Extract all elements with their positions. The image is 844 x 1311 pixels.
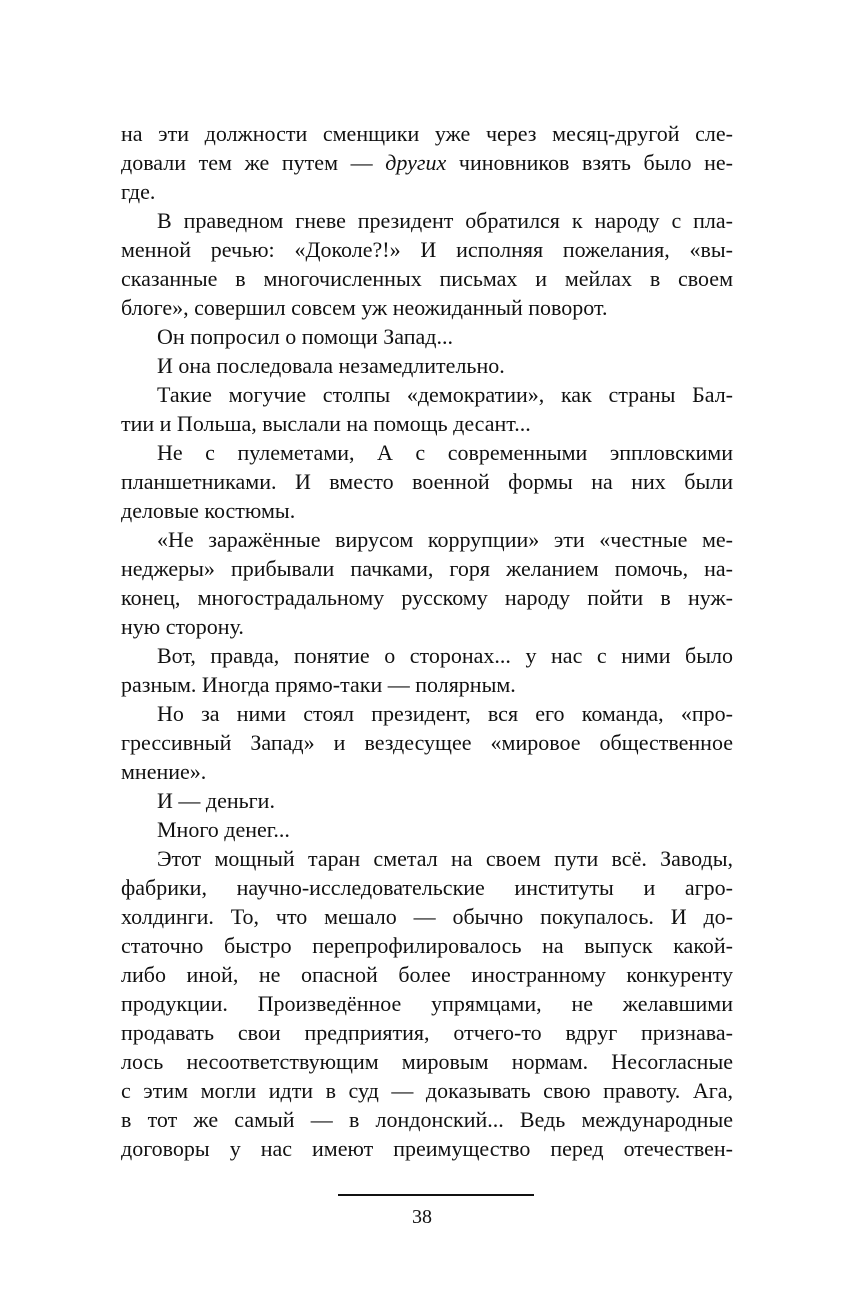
text-line: сказанные в многочисленных письмах и мейлах в своем	[121, 266, 733, 291]
text-line: И она последовала незамедлительно.	[157, 353, 505, 378]
text-line: холдинги. То, что мешало — обычно покупалось. И до-	[121, 904, 733, 929]
text-line: В праведном гневе президент обратился к народу с пла-	[157, 208, 733, 233]
text-line: Не с пулеметами, А с современными эппловскими	[157, 440, 733, 465]
text-line: планшетниками. И вместо военной формы на них были	[121, 469, 733, 494]
text-line: лось несоответствующим мировым нормам. Несогласные	[121, 1049, 733, 1074]
text-line: грессивный Запад» и вездесущее «мировое общественное	[121, 730, 733, 755]
text-line: деловые костюмы.	[121, 498, 296, 523]
text-line: разным. Иногда прямо-таки — полярным.	[121, 672, 516, 697]
text-line: в тот же самый — в лондонский... Ведь международные	[121, 1107, 733, 1132]
text-line: тии и Польша, выслали на помощь десант...	[121, 411, 531, 436]
text-line: менной речью: «Доколе?!» И исполняя пожелания, «вы-	[121, 237, 733, 262]
text-line: либо иной, не опасной более иностранному конкуренту	[121, 962, 733, 987]
text-line: Вот, правда, понятие о сторонах... у нас с ними было	[157, 643, 733, 668]
text-line: фабрики, научно-исследовательские институты и агро-	[121, 875, 733, 900]
text-line: Этот мощный таран сметал на своем пути всё. Заводы,	[157, 846, 733, 871]
text-line: на эти должности сменщики уже через месяц-другой сле-	[121, 121, 733, 146]
text-line: где.	[121, 179, 156, 204]
text-segment: довали тем же путем —	[121, 150, 386, 175]
text-line: договоры у нас имеют преимущество перед отечествен-	[121, 1136, 733, 1161]
text-line: с этим могли идти в суд — доказывать свою правоту. Ага,	[121, 1078, 733, 1103]
page-number: 38	[412, 1206, 432, 1228]
text-line: мнение».	[121, 759, 207, 784]
text-line: продавать свои предприятия, отчего-то вдруг признава-	[121, 1020, 733, 1045]
text-line: блоге», совершил совсем уж неожиданный поворот.	[121, 295, 608, 320]
text-segment: чиновников взять было не-	[446, 150, 733, 175]
footer-rule	[338, 1194, 534, 1196]
emphasized-word: других	[385, 150, 447, 175]
text-line: ную сторону.	[121, 614, 244, 639]
text-line: статочно быстро перепрофилировалось на выпуск какой-	[121, 933, 733, 958]
text-line: продукции. Произведённое упрямцами, не желавшими	[121, 991, 733, 1016]
text-line: Много денег...	[157, 817, 290, 842]
body-text	[121, 119, 733, 1163]
text-line: неджеры» прибывали пачками, горя желанием помочь, на-	[121, 556, 733, 581]
text-line: И — деньги.	[157, 788, 275, 813]
text-line: «Не заражённые вирусом коррупции» эти «честные ме-	[157, 527, 733, 552]
text-line: конец, многострадальному русскому народу пойти в нуж-	[121, 585, 733, 610]
text-line: Но за ними стоял президент, вся его команда, «про-	[157, 701, 733, 726]
text-line: Он попросил о помощи Запад...	[157, 324, 453, 349]
text-line	[121, 148, 733, 177]
text-line: Такие могучие столпы «демократии», как страны Бал-	[157, 382, 733, 407]
